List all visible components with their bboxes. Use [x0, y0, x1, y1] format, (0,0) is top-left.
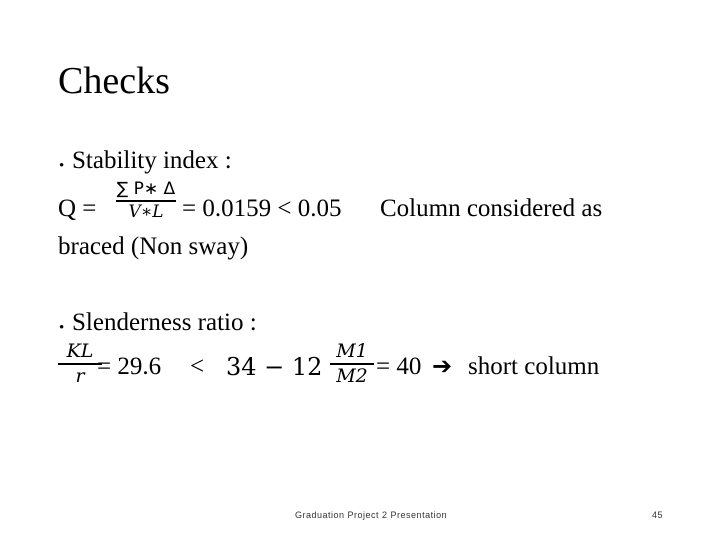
kl-fraction	[58, 342, 102, 386]
kl-denominator: r	[75, 365, 85, 387]
kl-numerator: KL	[66, 340, 94, 362]
stability-denominator: V∗L	[128, 202, 164, 222]
moment-fraction	[330, 342, 374, 386]
limit-expression: 34 − 12	[226, 353, 323, 381]
stability-numerator: ∑ P∗ Δ	[116, 179, 176, 199]
stability-fraction	[116, 181, 176, 221]
slenderness-conclusion: short column	[468, 353, 600, 380]
q-label: Q =	[58, 195, 97, 222]
limit-value: = 40	[376, 353, 422, 380]
kl-value: = 29.6	[97, 353, 162, 380]
stability-result: = 0.0159 < 0.05	[182, 195, 342, 222]
stability-heading: Stability index :	[72, 147, 232, 174]
footer-text: Graduation Project 2 Presentation	[295, 510, 448, 520]
stability-conclusion: Column considered as	[380, 195, 603, 222]
page-number: 45	[652, 510, 664, 520]
slide-title: Checks	[58, 60, 170, 102]
right-arrow-icon: ➔	[432, 352, 453, 380]
m-denominator: M2	[336, 365, 368, 387]
less-than-sign: <	[190, 353, 205, 380]
bullet-marker: •	[59, 320, 65, 336]
m-numerator: M1	[336, 340, 368, 362]
bullet-marker: •	[59, 158, 65, 174]
stability-conclusion-cont: braced (Non sway)	[58, 233, 249, 260]
slenderness-heading: Slenderness ratio :	[72, 309, 257, 336]
